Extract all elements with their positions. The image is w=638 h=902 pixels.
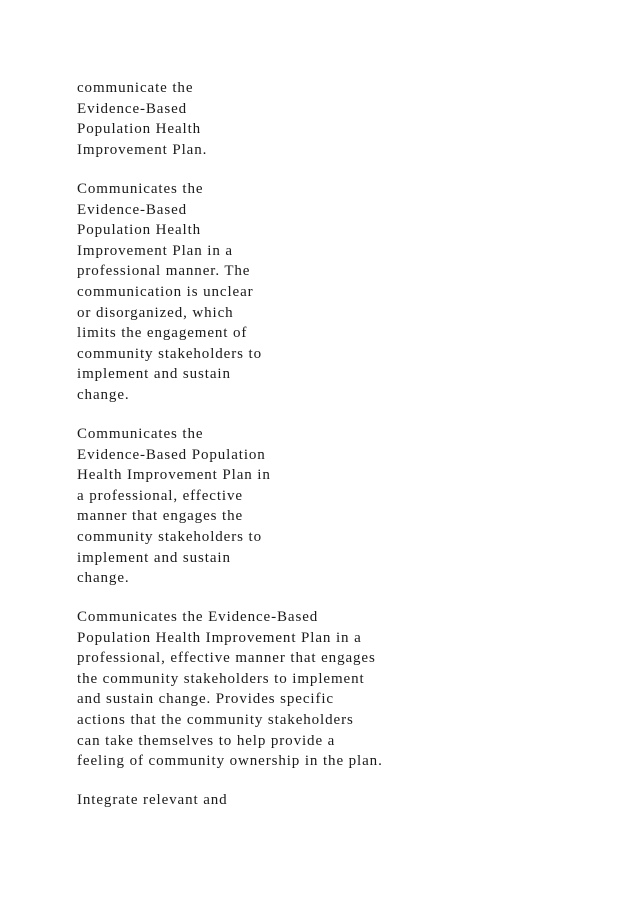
paragraph-2	[77, 179, 262, 406]
paragraph-1	[77, 78, 207, 160]
text-line: Improvement Plan.	[77, 141, 208, 158]
text-line: Integrate relevant and	[77, 792, 228, 808]
paragraph-3	[77, 424, 271, 589]
text-line: communicate the	[77, 80, 194, 96]
text-line: community stakeholders to	[77, 345, 262, 362]
text-line: Population Health	[77, 121, 202, 138]
text-line: Population Health	[77, 222, 202, 239]
text-line: actions that the community stakeholders	[77, 711, 354, 728]
text-line: Health Improvement Plan in	[77, 467, 271, 484]
text-line: Evidence-Based Population	[77, 446, 266, 463]
text-line: implement and sustain	[77, 549, 231, 566]
text-line: community stakeholders to	[77, 528, 262, 545]
text-line: the community stakeholders to implement	[77, 670, 365, 687]
text-line: limits the engagement of	[77, 325, 248, 342]
text-line: professional, effective manner that engages	[77, 650, 376, 667]
text-line: professional manner. The	[77, 263, 251, 280]
text-line: Communicates the Evidence-Based	[77, 609, 319, 625]
text-line: Population Health Improvement Plan in a	[77, 629, 362, 646]
text-line: Evidence-Based	[77, 201, 188, 218]
text-line: change.	[77, 570, 130, 587]
text-line: Evidence-Based	[77, 100, 188, 117]
text-line: Communicates the	[77, 426, 204, 442]
text-line: a professional, effective	[77, 487, 243, 504]
text-line: feeling of community ownership in the plan.	[77, 753, 383, 770]
text-line: can take themselves to help provide a	[77, 732, 336, 749]
paragraph-5	[77, 790, 228, 811]
text-line: and sustain change. Provides specific	[77, 691, 334, 708]
text-line: Communicates the	[77, 181, 204, 197]
text-line: Improvement Plan in a	[77, 242, 233, 259]
text-line: communication is unclear	[77, 283, 254, 300]
text-line: implement and sustain	[77, 366, 231, 383]
text-line: or disorganized, which	[77, 304, 234, 321]
paragraph-4	[77, 607, 383, 772]
text-line: change.	[77, 386, 130, 403]
text-line: manner that engages the	[77, 508, 244, 525]
